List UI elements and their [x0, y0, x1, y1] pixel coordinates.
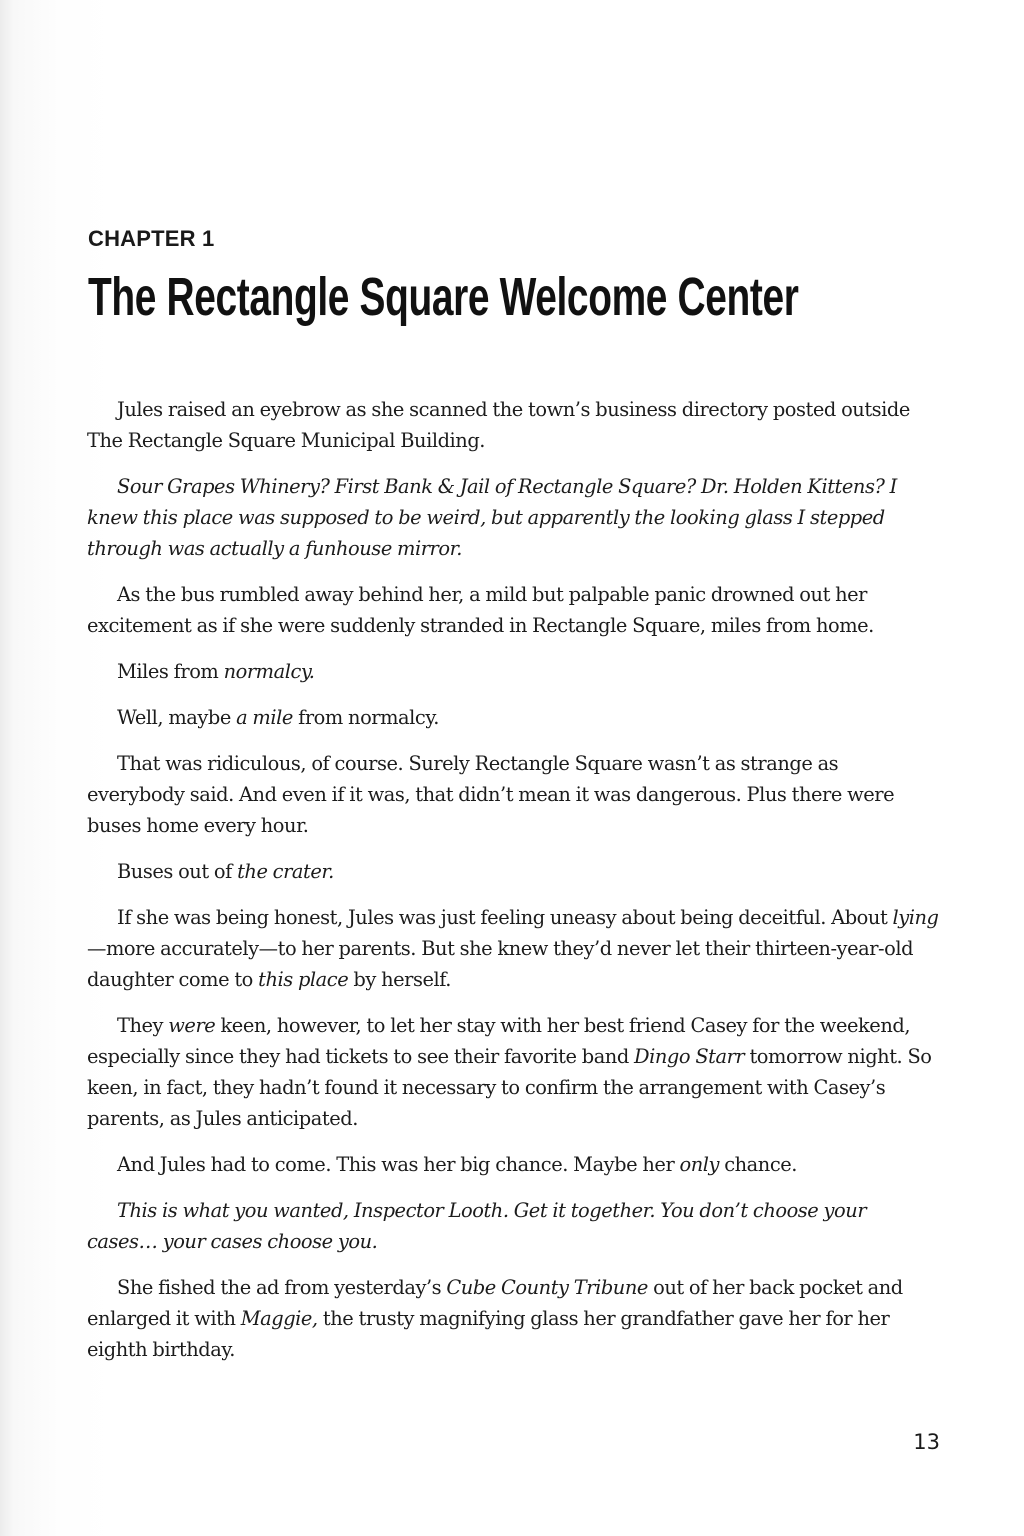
- paragraph-thought: Sour Grapes Whinery? First Bank & Jail of Rectangle Square? Dr. Holden Kittens? I knew this place was supposed to be weird, but apparently the looking glass I stepped through was actually a funhouse mirror.: [87, 475, 897, 560]
- emphasis: Maggie,: [240, 1307, 318, 1330]
- emphasis: only: [679, 1153, 720, 1176]
- text-run: keen, however, to let her stay with her best friend Casey for the weekend, especially since they had tickets to see their favorite band: [87, 1014, 911, 1068]
- paragraph: [87, 856, 939, 887]
- paragraph: Jules raised an eyebrow as she scanned the town’s business directory posted outside The Rectangle Square Municipal Building.: [87, 398, 910, 452]
- paragraph: That was ridiculous, of course. Surely Rectangle Square wasn’t as strange as everybody said. And even if it was, that didn’t mean it was dangerous. Plus there were buses home every hour.: [87, 752, 895, 837]
- emphasis: lying: [892, 906, 939, 929]
- text-run: Buses out of: [117, 860, 238, 883]
- paragraph: [87, 1010, 939, 1134]
- chapter-label: CHAPTER 1: [88, 226, 215, 251]
- paragraph-thought: This is what you wanted, Inspector Looth. Get it together. You don’t choose your cases… your cases choose you.: [87, 1199, 867, 1253]
- paragraph: [87, 702, 939, 733]
- text-run: Well, maybe: [117, 706, 237, 729]
- text-run: by herself.: [348, 968, 452, 991]
- text-run: And Jules had to come. This was her big chance. Maybe her: [117, 1153, 680, 1176]
- chapter-title: The Rectangle Square Welcome Center: [88, 267, 799, 327]
- text-run: chance.: [719, 1153, 797, 1176]
- emphasis: Cube County Tribune: [446, 1276, 648, 1299]
- emphasis: were: [168, 1014, 216, 1037]
- paragraph: [87, 1272, 939, 1365]
- text-run: —more accurately—to her parents. But she knew they’d never let their thirteen-year-old daughter come to: [87, 937, 914, 991]
- emphasis: Dingo Starr: [634, 1045, 745, 1068]
- emphasis: this place: [258, 968, 349, 991]
- text-run: tomorrow night. So keen, in fact, they hadn’t found it necessary to confirm the arrangement with Casey’s parents, as Jules anticipated.: [87, 1045, 932, 1130]
- text-run: out of her back pocket and enlarged it with: [87, 1276, 903, 1330]
- text-run: the trusty magnifying glass her grandfather gave her for her eighth birthday.: [87, 1307, 890, 1361]
- text-run: from normalcy.: [292, 706, 439, 729]
- page-number: 13: [913, 1430, 940, 1454]
- text-run: They: [117, 1014, 169, 1037]
- paragraph: [87, 902, 939, 995]
- text-run: She fished the ad from yesterday’s: [117, 1276, 447, 1299]
- emphasis: the crater.: [237, 860, 334, 883]
- paragraph: [87, 1149, 939, 1180]
- text-run: If she was being honest, Jules was just feeling uneasy about being deceitful. About: [117, 906, 893, 929]
- emphasis: normalcy.: [223, 660, 315, 683]
- chapter-body: [87, 394, 939, 1380]
- paragraph: [87, 656, 939, 687]
- paragraph: As the bus rumbled away behind her, a mild but palpable panic drowned out her excitement as if she were suddenly stranded in Rectangle Square, miles from home.: [87, 583, 874, 637]
- text-run: Miles from: [117, 660, 224, 683]
- emphasis: a mile: [236, 706, 293, 729]
